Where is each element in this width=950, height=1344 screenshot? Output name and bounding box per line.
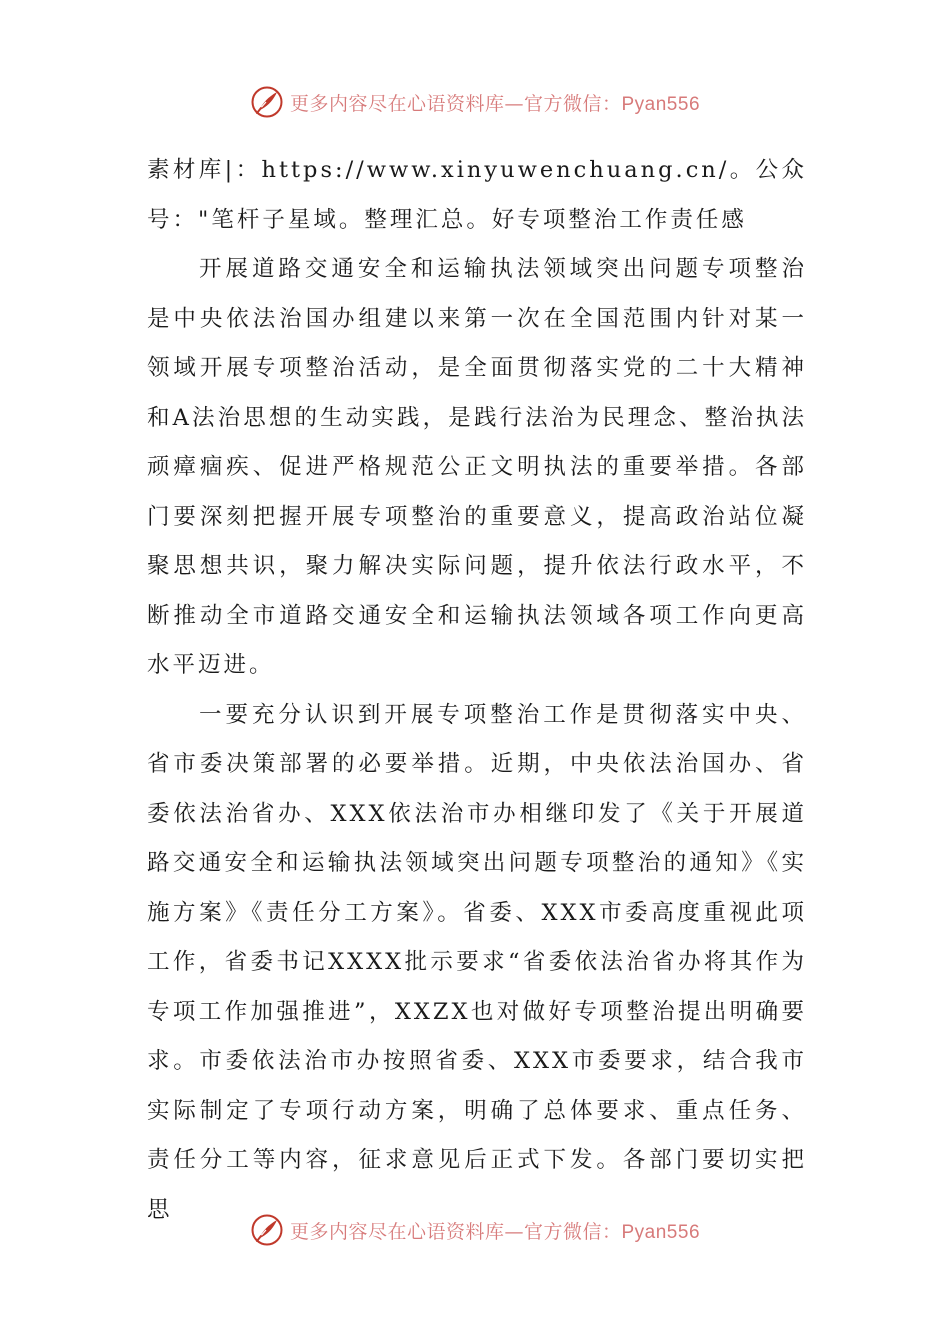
paragraph-source-note: 素材库|：https://www.xinyuwenchuang.cn/。公众号："笔杆子星域。整理汇总。好专项整治工作责任感 [147, 157, 807, 233]
header-banner-id: Pyan556 [621, 93, 701, 115]
footer-banner-cn: 更多内容尽在心语资料库—官方微信： [289, 1220, 622, 1243]
paragraph-significance: 开展道路交通安全和运输执法领域突出问题专项整治是中央依法治国办组建以来第一次在全国范围内针对某一领域开展专项整治活动，是全面贯彻落实党的二十大精神和A法治思想的生动实践，是践行法治为民理念、整治执法顽瘴痼疾、促进严格规范公正文明执法的重要举措。各部门要深刻把握开展专项整治的重要意义，提高政治站位凝聚思想共识，聚力解决实际问题，提升依法行政水平，不断推动全市道路交通安全和运输执法领域各项工作向更高水平迈进。 [147, 256, 807, 678]
paragraph-first-point: 一要充分认识到开展专项整治工作是贯彻落实中央、省市委决策部署的必要举措。近期，中央依法治国办、省委依法治省办、XXX依法治市办相继印发了《关于开展道路交通安全和运输执法领域突出问题专项整治的通知》《实施方案》《责任分工方案》。省委、XXX市委高度重视此项工作，省委书记XXXX批示要求“省委依法治省办将其作为专项工作加强推进”，XXZX也对做好专项整治提出明确要求。市委依法治市办按照省委、XXX市委要求，结合我市实际制定了专项行动方案，明确了总体要求、重点任务、责任分工等内容，征求意见后正式下发。各部门要切实把思 [147, 701, 807, 1223]
header-banner [0, 80, 950, 124]
footer-banner-text [290, 1217, 700, 1244]
header-banner-cn: 更多内容尽在心语资料库—官方微信： [289, 92, 622, 115]
quill-logo-icon [250, 85, 284, 119]
footer-banner-id: Pyan556 [621, 1221, 701, 1243]
quill-logo-icon [250, 1213, 284, 1247]
header-banner-text [290, 89, 700, 116]
document-body [147, 146, 807, 1235]
footer-banner [0, 1208, 950, 1252]
